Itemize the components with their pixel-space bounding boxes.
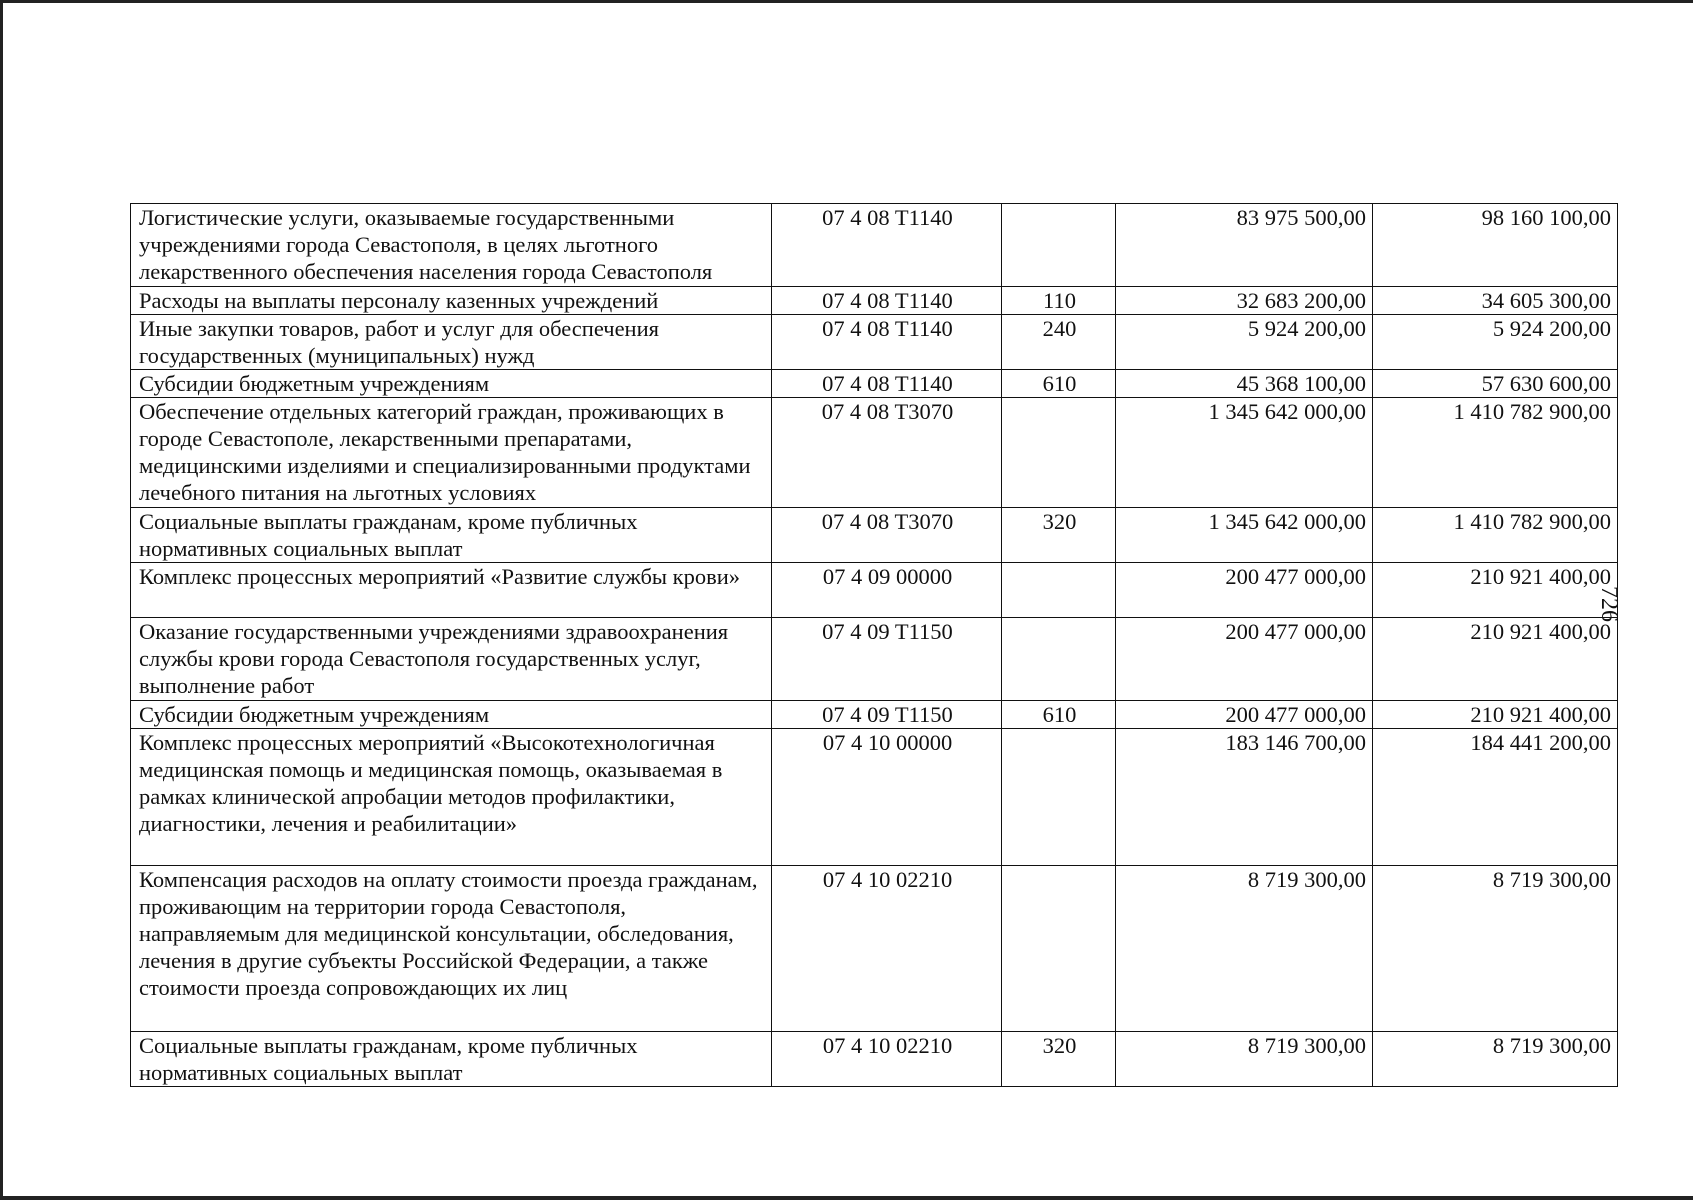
row-amount-year-1: 183 146 700,00 (1116, 729, 1373, 866)
row-target-code: 07 4 10 00000 (772, 729, 1002, 866)
row-expense-type: 110 (1002, 287, 1116, 315)
row-description: Комплекс процессных мероприятий «Высокотехнологичная медицинская помощь и медицинская помощь, оказываемая в рамках клинической апробации методов профилактики, диагностики, лечения и реабилитации» (131, 729, 772, 866)
row-amount-year-2: 98 160 100,00 (1373, 204, 1618, 287)
table-row (131, 1032, 1618, 1087)
table-row (131, 315, 1618, 370)
row-target-code: 07 4 09 00000 (772, 563, 1002, 618)
row-description: Оказание государственными учреждениями здравоохранения службы крови города Севастополя государственных услуг, выполнение работ (131, 618, 772, 701)
row-target-code: 07 4 08 T1140 (772, 370, 1002, 398)
table-row (131, 701, 1618, 729)
row-expense-type (1002, 398, 1116, 508)
page-border-left (0, 0, 3, 1200)
row-expense-type: 320 (1002, 1032, 1116, 1087)
table-row (131, 370, 1618, 398)
row-expense-type: 240 (1002, 315, 1116, 370)
row-description: Компенсация расходов на оплату стоимости проезда гражданам, проживающим на территории города Севастополя, направляемым для медицинской консультации, обследования, лечения в другие субъекты Российской Федерации, а также стоимости проезда сопровождающих их лиц (131, 866, 772, 1032)
row-target-code: 07 4 09 T1150 (772, 701, 1002, 729)
budget-table (130, 203, 1618, 1087)
page-border-bottom (0, 1196, 1693, 1200)
page-number: 726 (1596, 586, 1622, 622)
row-description: Субсидии бюджетным учреждениям (131, 370, 772, 398)
page-border-top (0, 0, 1693, 3)
row-amount-year-1: 1 345 642 000,00 (1116, 398, 1373, 508)
row-amount-year-2: 184 441 200,00 (1373, 729, 1618, 866)
row-description: Расходы на выплаты персоналу казенных учреждений (131, 287, 772, 315)
row-amount-year-1: 8 719 300,00 (1116, 866, 1373, 1032)
row-description: Иные закупки товаров, работ и услуг для обеспечения государственных (муниципальных) нужд (131, 315, 772, 370)
row-expense-type: 610 (1002, 370, 1116, 398)
row-target-code: 07 4 08 T1140 (772, 204, 1002, 287)
table-row (131, 398, 1618, 508)
row-target-code: 07 4 08 T3070 (772, 398, 1002, 508)
row-amount-year-2: 57 630 600,00 (1373, 370, 1618, 398)
row-expense-type (1002, 204, 1116, 287)
row-amount-year-2: 210 921 400,00 (1373, 563, 1618, 618)
table-row (131, 563, 1618, 618)
row-description: Социальные выплаты гражданам, кроме публичных нормативных социальных выплат (131, 508, 772, 563)
row-description: Комплекс процессных мероприятий «Развитие службы крови» (131, 563, 772, 618)
row-expense-type: 320 (1002, 508, 1116, 563)
row-description: Субсидии бюджетным учреждениям (131, 701, 772, 729)
row-amount-year-2: 8 719 300,00 (1373, 866, 1618, 1032)
row-amount-year-1: 200 477 000,00 (1116, 701, 1373, 729)
row-expense-type (1002, 563, 1116, 618)
row-description: Обеспечение отдельных категорий граждан, проживающих в городе Севастополе, лекарственными препаратами, медицинскими изделиями и специализированными продуктами лечебного питания на льготных условиях (131, 398, 772, 508)
row-description: Социальные выплаты гражданам, кроме публичных нормативных социальных выплат (131, 1032, 772, 1087)
row-amount-year-1: 45 368 100,00 (1116, 370, 1373, 398)
row-expense-type (1002, 618, 1116, 701)
row-amount-year-1: 200 477 000,00 (1116, 563, 1373, 618)
row-target-code: 07 4 10 02210 (772, 1032, 1002, 1087)
row-amount-year-1: 83 975 500,00 (1116, 204, 1373, 287)
row-target-code: 07 4 08 T3070 (772, 508, 1002, 563)
table-row (131, 866, 1618, 1032)
row-amount-year-2: 8 719 300,00 (1373, 1032, 1618, 1087)
row-expense-type: 610 (1002, 701, 1116, 729)
row-target-code: 07 4 08 T1140 (772, 287, 1002, 315)
row-amount-year-2: 1 410 782 900,00 (1373, 398, 1618, 508)
table-row (131, 508, 1618, 563)
row-amount-year-1: 5 924 200,00 (1116, 315, 1373, 370)
row-target-code: 07 4 10 02210 (772, 866, 1002, 1032)
budget-table-body (131, 204, 1618, 1087)
table-row (131, 729, 1618, 866)
row-amount-year-1: 200 477 000,00 (1116, 618, 1373, 701)
row-target-code: 07 4 09 T1150 (772, 618, 1002, 701)
row-amount-year-1: 32 683 200,00 (1116, 287, 1373, 315)
row-amount-year-2: 210 921 400,00 (1373, 701, 1618, 729)
row-expense-type (1002, 866, 1116, 1032)
row-amount-year-2: 34 605 300,00 (1373, 287, 1618, 315)
row-amount-year-1: 1 345 642 000,00 (1116, 508, 1373, 563)
row-description: Логистические услуги, оказываемые государственными учреждениями города Севастополя, в целях льготного лекарственного обеспечения населения города Севастополя (131, 204, 772, 287)
row-expense-type (1002, 729, 1116, 866)
table-row (131, 204, 1618, 287)
row-amount-year-2: 1 410 782 900,00 (1373, 508, 1618, 563)
row-amount-year-2: 210 921 400,00 (1373, 618, 1618, 701)
table-row (131, 287, 1618, 315)
row-target-code: 07 4 08 T1140 (772, 315, 1002, 370)
row-amount-year-1: 8 719 300,00 (1116, 1032, 1373, 1087)
row-amount-year-2: 5 924 200,00 (1373, 315, 1618, 370)
table-row (131, 618, 1618, 701)
